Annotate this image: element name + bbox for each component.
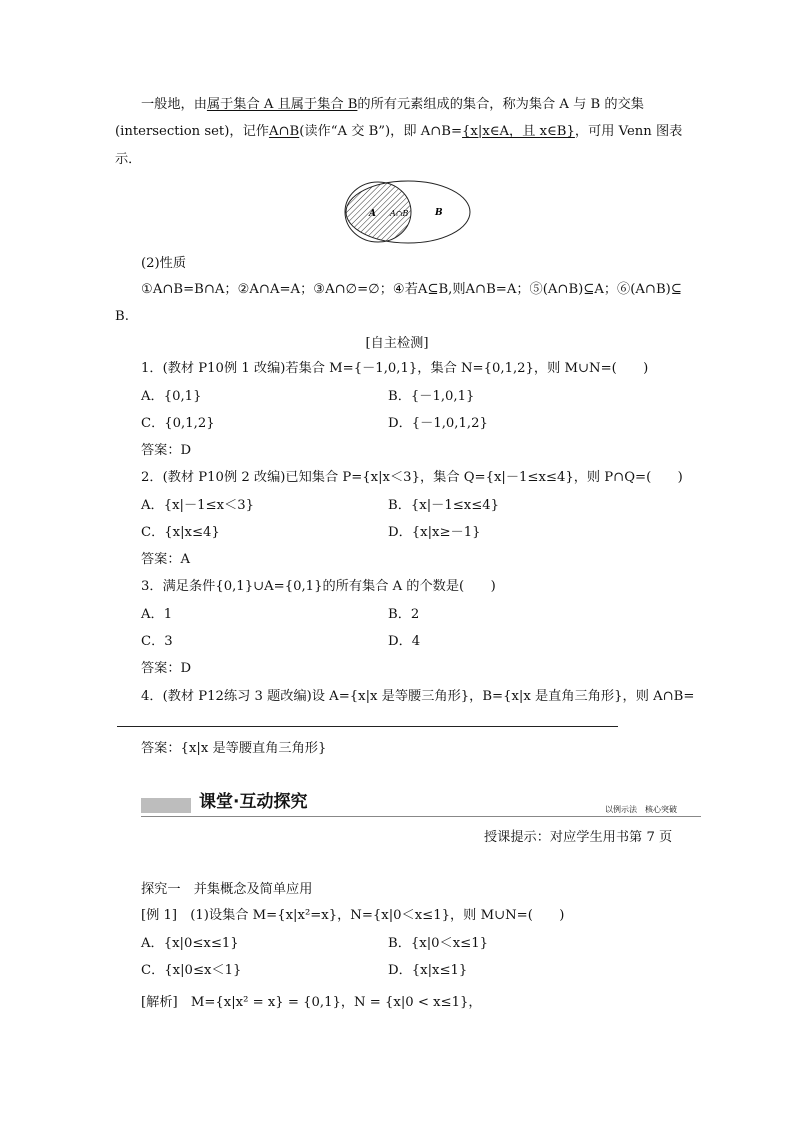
example-1-stem: [例 1] (1)设集合 M={x|x²=x}，N={x|0＜x≤1}，则 M∪N=( ) bbox=[141, 908, 565, 923]
question-2-option-b: B．{x|－1≤x≤4} bbox=[388, 498, 500, 513]
section-bar bbox=[141, 798, 191, 813]
question-2-option-c: C．{x|x≤4} bbox=[141, 525, 220, 540]
question-1-option-c: C．{0,1,2} bbox=[141, 416, 215, 431]
question-3-answer: 答案：D bbox=[141, 661, 192, 676]
set-b-label: B bbox=[435, 208, 443, 218]
definition-blank: A∩B bbox=[268, 124, 300, 139]
question-4-stem: 4．(教材 P12练习 3 题改编)设 A={x|x 是等腰三角形}，B={x|x 是直角三角形}，则 A∩B= bbox=[141, 689, 695, 704]
self-check-heading: [自主检测] bbox=[365, 336, 429, 351]
definition-blank: {x|x∈A，且 x∈B} bbox=[462, 124, 575, 139]
properties-line-2: B. bbox=[115, 309, 129, 324]
definition-text: (intersection set)，记作 bbox=[115, 124, 269, 139]
set-a-label: A bbox=[369, 209, 376, 219]
example-1-option-a: A．{x|0≤x≤1} bbox=[141, 936, 239, 951]
definition-blank: 属于集合 A 且属于集合 B bbox=[206, 97, 358, 112]
question-3-stem: 3．满足条件{0,1}∪A={0,1}的所有集合 A 的个数是( ) bbox=[141, 579, 496, 594]
definition-text: 一般地，由 bbox=[141, 97, 207, 112]
intersection-label: A∩B bbox=[390, 209, 409, 218]
example-1-option-b: B．{x|0＜x≤1} bbox=[388, 936, 488, 951]
question-3-option-c: C．3 bbox=[141, 634, 173, 649]
question-2-option-a: A．{x|－1≤x＜3} bbox=[141, 498, 255, 513]
example-1-option-c: C．{x|0≤x＜1} bbox=[141, 963, 242, 978]
definition-text: 的所有元素组成的集合，称为集合 A 与 B 的交集 bbox=[357, 97, 644, 112]
question-1-stem: 1．(教材 P10例 1 改编)若集合 M={－1,0,1}，集合 N={0,1,2}，则 M∪N=( ) bbox=[141, 361, 649, 376]
question-1-answer: 答案：D bbox=[141, 443, 192, 458]
explore-heading: 探究一 并集概念及简单应用 bbox=[141, 882, 313, 897]
properties-line-1: ①A∩B=B∩A；②A∩A=A；③A∩∅=∅；④若A⊆B,则A∩B=A；⑤(A∩B)⊆A；⑥(A∩B)⊆ bbox=[141, 282, 682, 297]
question-3-option-b: B．2 bbox=[388, 607, 420, 622]
question-1-option-d: D．{－1,0,1,2} bbox=[388, 416, 488, 431]
question-2-stem: 2．(教材 P10例 2 改编)已知集合 P={x|x＜3}，集合 Q={x|－1≤x≤4}，则 P∩Q=( ) bbox=[141, 470, 683, 485]
example-1-analysis: [解析] M={x|x² = x} = {0,1}，N = {x|0 < x≤1}， bbox=[141, 995, 482, 1010]
section-title: 课堂·互动探究 bbox=[199, 792, 308, 812]
lesson-hint: 授课提示：对应学生用书第 7 页 bbox=[484, 830, 673, 845]
answer-blank-line bbox=[117, 726, 618, 727]
definition-line-3: 示． bbox=[115, 152, 142, 167]
question-3-option-d: D．4 bbox=[388, 634, 421, 649]
definition-text: (读作“A 交 B”)，即 A∩B= bbox=[299, 124, 463, 139]
example-1-option-d: D．{x|x≤1} bbox=[388, 963, 468, 978]
section-tag: 以例示法 核心突破 bbox=[605, 805, 677, 814]
question-1-option-a: A．{0,1} bbox=[141, 389, 202, 404]
venn-diagram bbox=[340, 179, 480, 247]
section-divider bbox=[141, 816, 701, 817]
question-3-option-a: A．1 bbox=[141, 607, 173, 622]
definition-text: ，可用 Venn 图表 bbox=[574, 124, 683, 139]
question-2-answer: 答案：A bbox=[141, 552, 191, 567]
properties-heading: (2)性质 bbox=[141, 256, 187, 271]
question-2-option-d: D．{x|x≥－1} bbox=[388, 525, 481, 540]
definition-line-2 bbox=[115, 125, 682, 138]
definition-line-1 bbox=[141, 98, 644, 111]
question-1-option-b: B．{－1,0,1} bbox=[388, 389, 475, 404]
question-4-answer: 答案：{x|x 是等腰直角三角形} bbox=[141, 741, 327, 756]
